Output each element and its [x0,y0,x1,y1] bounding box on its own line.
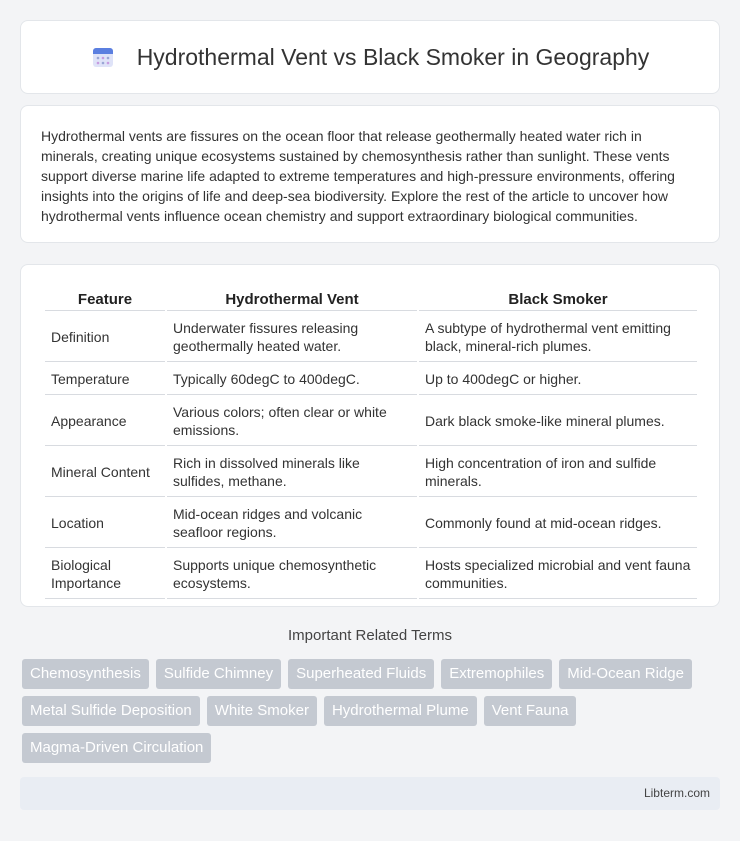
cell-hydrothermal-vent: Various colors; often clear or white emissions. [167,397,417,446]
cell-black-smoker: High concentration of iron and sulfide minerals. [419,448,697,497]
related-terms-heading: Important Related Terms [288,627,452,644]
footer-site-link[interactable]: Libterm.com [643,786,710,800]
table-header-row [45,287,697,311]
term-tag[interactable]: White Smoker [207,696,317,726]
term-tag[interactable]: Magma-Driven Circulation [22,733,211,763]
cell-black-smoker: A subtype of hydrothermal vent emitting black, mineral-rich plumes. [419,313,697,362]
cell-feature: Temperature [45,364,165,395]
table-row [45,313,697,362]
comparison-card [20,264,720,607]
cell-black-smoker: Dark black smoke-like mineral plumes. [419,397,697,446]
comparison-table [43,285,699,601]
cell-hydrothermal-vent: Typically 60degC to 400degC. [167,364,417,395]
table-row [45,550,697,599]
term-tag[interactable]: Metal Sulfide Deposition [22,696,200,726]
term-tag[interactable]: Extremophiles [441,659,552,689]
cell-feature: Mineral Content [45,448,165,497]
cell-feature: Location [45,499,165,548]
calendar-icon [91,45,115,69]
term-tag[interactable]: Sulfide Chimney [156,659,281,689]
footer [20,777,720,810]
cell-black-smoker: Up to 400degC or higher. [419,364,697,395]
cell-feature: Appearance [45,397,165,446]
cell-black-smoker: Commonly found at mid-ocean ridges. [419,499,697,548]
cell-hydrothermal-vent: Underwater fissures releasing geothermally heated water. [167,313,417,362]
header-black-smoker: Black Smoker [419,287,697,311]
cell-hydrothermal-vent: Supports unique chemosynthetic ecosystems. [167,550,417,599]
header-feature: Feature [45,287,165,311]
term-tag[interactable]: Hydrothermal Plume [324,696,477,726]
cell-hydrothermal-vent: Rich in dissolved minerals like sulfides, methane. [167,448,417,497]
header-hydrothermal-vent: Hydrothermal Vent [167,287,417,311]
table-row [45,448,697,497]
table-row [45,499,697,548]
cell-feature: Biological Importance [45,550,165,599]
term-tag[interactable]: Vent Fauna [484,696,577,726]
term-tag[interactable]: Superheated Fluids [288,659,434,689]
cell-feature: Definition [45,313,165,362]
cell-black-smoker: Hosts specialized microbial and vent fauna communities. [419,550,697,599]
table-row [45,364,697,395]
title-card [20,20,720,94]
related-terms-list [22,659,722,763]
intro-paragraph: Hydrothermal vents are fissures on the ocean floor that release geothermally heated water rich in minerals, creating unique ecosystems sustained by chemosynthesis rather than sunlight. These vents support diverse marine life adapted to extreme temperatures and high-pressure environments, offering insights into the origins of life and deep-sea biodiversity. Explore the rest of the article to uncover how hydrothermal vents influence ocean chemistry and support extraordinary biological communities. [41,128,675,224]
term-tag[interactable]: Mid-Ocean Ridge [559,659,692,689]
table-row [45,397,697,446]
page-title: Hydrothermal Vent vs Black Smoker in Geography [136,43,650,70]
term-tag[interactable]: Chemosynthesis [22,659,149,689]
intro-card [20,105,720,243]
cell-hydrothermal-vent: Mid-ocean ridges and volcanic seafloor regions. [167,499,417,548]
